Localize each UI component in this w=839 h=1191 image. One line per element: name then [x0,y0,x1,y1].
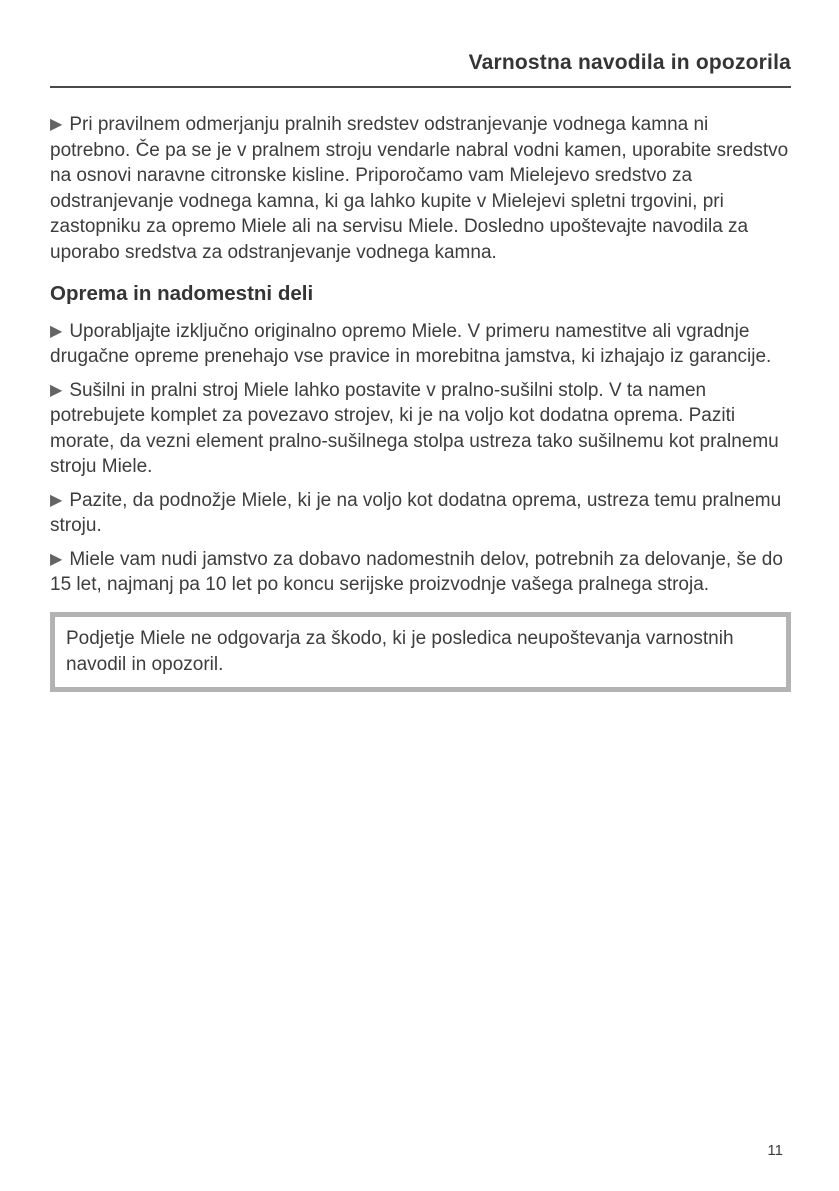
page-content [50,112,791,692]
paragraph-text: Pazite, da podnožje Miele, ki je na voljo kot dodatna oprema, ustreza temu pralnemu stroju. [50,489,782,537]
paragraph-text: Sušilni in pralni stroj Miele lahko postavite v pralno-sušilni stolp. V ta namen potrebujete komplet za povezavo strojev, ki je na voljo kot dodatna oprema. Paziti morate, da vezni element pralno-sušilnega stolpa ustreza tako sušilnemu kot pralnemu stroju Miele. [50,379,779,478]
paragraph-descaling [50,112,791,265]
paragraph-accessories [50,319,791,370]
triangle-bullet-icon: ▶ [50,548,63,568]
paragraph-plinth [50,488,791,539]
paragraph-spare-parts [50,547,791,598]
triangle-bullet-icon: ▶ [50,320,63,340]
paragraph-stacking-kit [50,378,791,480]
page-number: 11 [767,1142,783,1159]
triangle-bullet-icon: ▶ [50,489,63,509]
page-header [50,50,791,88]
paragraph-text: Pri pravilnem odmerjanju pralnih sredstev odstranjevanje vodnega kamna ni potrebno. Če pa se je v pralnem stroju vendarle nabral vodni kamen, uporabite sredstvo na osnovi naravne citronske kisline. Priporočamo vam Mielejevo sredstvo za odstranjevanje vodnega kamna, ki ga lahko kupite v Mielejevi spletni trgovini, pri zastopniku za opremo Miele ali na servisu Miele. Dosledno upoštevajte navodila za uporabo sredstva za odstranjevanje vodnega kamna. [50,114,789,263]
paragraph-text: Miele vam nudi jamstvo za dobavo nadomestnih delov, potrebnih za delovanje, še do 15 let, najmanj pa 10 let po koncu serijske proizvodnje vašega pralnega stroja. [50,548,783,596]
triangle-bullet-icon: ▶ [50,379,63,399]
notice-box [50,612,791,692]
section-heading: Oprema in nadomestni deli [50,282,314,306]
paragraph-text: Uporabljajte izključno originalno opremo Miele. V primeru namestitve ali vgradnje drugačne opreme prenehajo vse pravice in morebitna jamstva, ki izhajajo iz garancije. [50,320,772,368]
page-title: Varnostna navodila in opozorila [468,51,791,74]
triangle-bullet-icon: ▶ [50,114,63,134]
title-rule [50,86,791,88]
notice-text: Podjetje Miele ne odgovarja za škodo, ki je posledica neupoštevanja varnostnih navodil in opozoril. [66,627,734,675]
